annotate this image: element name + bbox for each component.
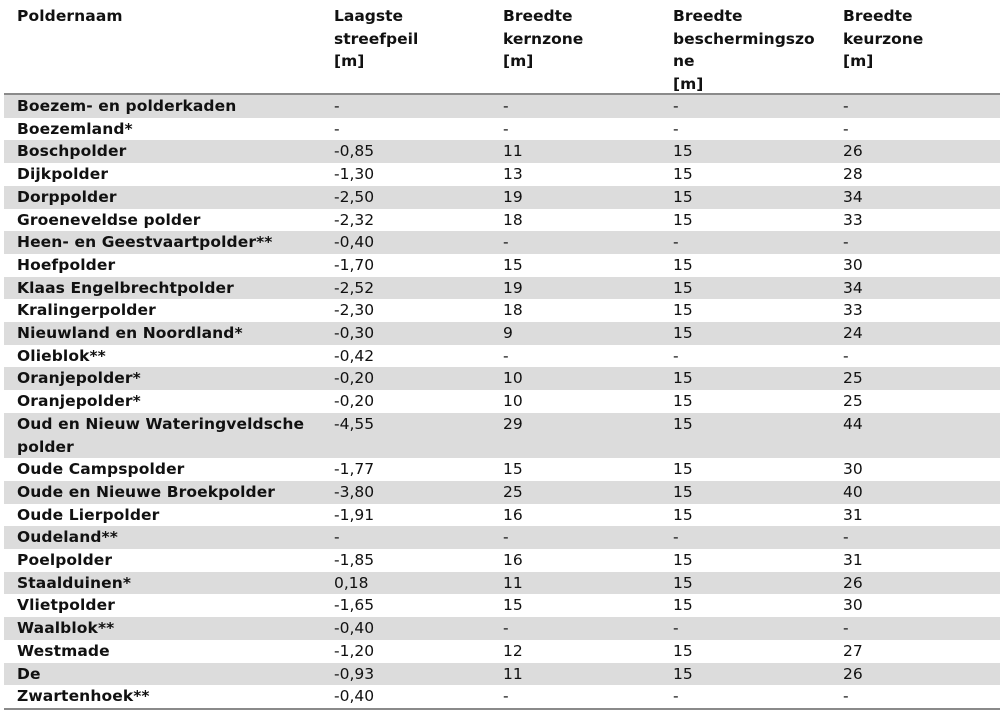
- cell-breedte-beschermingszone: -: [673, 687, 679, 706]
- table-row: [4, 390, 1000, 413]
- table-row: [4, 299, 1000, 322]
- cell-poldernaam: Klaas Engelbrechtpolder: [17, 278, 234, 297]
- cell-breedte-beschermingszone: 15: [673, 573, 693, 592]
- table-row: [4, 458, 1000, 481]
- cell-poldernaam: Oude Campspolder: [17, 460, 185, 479]
- table-row: [4, 640, 1000, 663]
- cell-poldernaam: Dorppolder: [17, 187, 117, 206]
- cell-breedte-keurzone: -: [843, 346, 849, 365]
- cell-laagste-streefpeil: -2,50: [334, 187, 375, 206]
- table-row: [4, 140, 1000, 163]
- cell-poldernaam: Poelpolder: [17, 551, 113, 570]
- cell-breedte-beschermingszone: -: [673, 97, 679, 115]
- table-row: [4, 118, 1000, 141]
- cell-breedte-keurzone: 30: [843, 596, 863, 615]
- cell-laagste-streefpeil: -0,20: [334, 392, 375, 411]
- cell-breedte-keurzone: -: [843, 528, 849, 547]
- cell-laagste-streefpeil: -: [334, 119, 340, 138]
- table-row: [4, 481, 1000, 504]
- cell-breedte-beschermingszone: 15: [673, 392, 693, 411]
- cell-breedte-beschermingszone: 15: [673, 460, 693, 479]
- table-row: [4, 572, 1000, 595]
- cell-breedte-kernzone: -: [503, 528, 509, 547]
- table-body: [4, 95, 1000, 708]
- table-row: [4, 594, 1000, 617]
- cell-laagste-streefpeil: -1,20: [334, 641, 375, 660]
- cell-poldernaam: Hoefpolder: [17, 255, 116, 274]
- cell-breedte-beschermingszone: 15: [673, 414, 693, 433]
- cell-breedte-kernzone: -: [503, 233, 509, 252]
- cell-breedte-keurzone: 33: [843, 301, 863, 320]
- table-row: [4, 231, 1000, 254]
- table-bottom-rule: [4, 708, 1000, 710]
- table-row: [4, 685, 1000, 708]
- cell-laagste-streefpeil: -0,30: [334, 324, 375, 343]
- header-laagste-streefpeil: Laagste streefpeil [m]: [334, 7, 419, 71]
- cell-breedte-keurzone: 44: [843, 414, 863, 433]
- cell-breedte-kernzone: 16: [503, 551, 523, 570]
- table-row: [4, 322, 1000, 345]
- cell-breedte-beschermingszone: 15: [673, 369, 693, 388]
- cell-laagste-streefpeil: -0,40: [334, 233, 375, 252]
- table-row: [4, 526, 1000, 549]
- header-breedte-keurzone: Breedte keurzone [m]: [843, 7, 924, 71]
- cell-breedte-beschermingszone: -: [673, 528, 679, 547]
- cell-breedte-beschermingszone: 15: [673, 324, 693, 343]
- table-row: [4, 549, 1000, 572]
- cell-poldernaam: Waalblok**: [17, 619, 115, 638]
- cell-breedte-kernzone: 25: [503, 482, 523, 501]
- cell-breedte-keurzone: 30: [843, 460, 863, 479]
- cell-breedte-keurzone: -: [843, 97, 849, 115]
- cell-breedte-beschermingszone: 15: [673, 187, 693, 206]
- table-row: [4, 163, 1000, 186]
- cell-poldernaam: Oranjepolder*: [17, 369, 141, 388]
- cell-breedte-keurzone: 26: [843, 142, 863, 161]
- cell-breedte-kernzone: 11: [503, 573, 523, 592]
- cell-breedte-kernzone: -: [503, 619, 509, 638]
- cell-breedte-keurzone: 34: [843, 278, 863, 297]
- cell-poldernaam: Westmade: [17, 641, 110, 660]
- cell-breedte-kernzone: 18: [503, 301, 523, 320]
- cell-poldernaam: Oude en Nieuwe Broekpolder: [17, 482, 276, 501]
- cell-breedte-kernzone: 12: [503, 641, 523, 660]
- cell-breedte-beschermingszone: 15: [673, 301, 693, 320]
- cell-breedte-beschermingszone: 15: [673, 505, 693, 524]
- header-breedte-kernzone: Breedte kernzone [m]: [503, 7, 584, 71]
- cell-breedte-keurzone: 28: [843, 165, 863, 184]
- cell-laagste-streefpeil: -0,85: [334, 142, 375, 161]
- table-row: [4, 617, 1000, 640]
- cell-laagste-streefpeil: -1,77: [334, 460, 375, 479]
- cell-poldernaam: Nieuwland en Noordland*: [17, 324, 243, 343]
- cell-poldernaam: Oud en Nieuw Wateringveldsche polder: [17, 414, 305, 456]
- cell-breedte-beschermingszone: 15: [673, 641, 693, 660]
- cell-breedte-kernzone: 11: [503, 664, 523, 683]
- cell-poldernaam: Heen- en Geestvaartpolder**: [17, 233, 273, 252]
- cell-breedte-kernzone: 13: [503, 165, 523, 184]
- cell-laagste-streefpeil: -2,30: [334, 301, 375, 320]
- cell-breedte-beschermingszone: -: [673, 233, 679, 252]
- cell-breedte-keurzone: 26: [843, 664, 863, 683]
- cell-breedte-beschermingszone: 15: [673, 210, 693, 229]
- cell-breedte-keurzone: -: [843, 233, 849, 252]
- table-row: [4, 413, 1000, 458]
- cell-breedte-kernzone: 15: [503, 255, 523, 274]
- cell-breedte-beschermingszone: 15: [673, 278, 693, 297]
- cell-breedte-keurzone: 30: [843, 255, 863, 274]
- cell-poldernaam: Dijkpolder: [17, 165, 109, 184]
- cell-poldernaam: Vlietpolder: [17, 596, 115, 615]
- cell-breedte-kernzone: 19: [503, 187, 523, 206]
- cell-laagste-streefpeil: -0,40: [334, 619, 375, 638]
- cell-laagste-streefpeil: -: [334, 528, 340, 547]
- polder-table: [4, 0, 1000, 710]
- cell-laagste-streefpeil: -2,32: [334, 210, 375, 229]
- table-row: [4, 367, 1000, 390]
- cell-laagste-streefpeil: -1,70: [334, 255, 375, 274]
- cell-poldernaam: Boezemland*: [17, 119, 133, 138]
- cell-breedte-beschermingszone: -: [673, 619, 679, 638]
- cell-laagste-streefpeil: -0,20: [334, 369, 375, 388]
- table-row: [4, 277, 1000, 300]
- cell-breedte-keurzone: 33: [843, 210, 863, 229]
- table-row: [4, 663, 1000, 686]
- cell-poldernaam: Olieblok**: [17, 346, 106, 365]
- cell-laagste-streefpeil: -2,52: [334, 278, 375, 297]
- cell-poldernaam: Oranjepolder*: [17, 392, 141, 411]
- cell-poldernaam: Groeneveldse polder: [17, 210, 201, 229]
- cell-breedte-kernzone: 15: [503, 460, 523, 479]
- cell-poldernaam: Kralingerpolder: [17, 301, 156, 320]
- cell-laagste-streefpeil: -3,80: [334, 482, 375, 501]
- cell-breedte-beschermingszone: 15: [673, 165, 693, 184]
- cell-breedte-beschermingszone: -: [673, 346, 679, 365]
- cell-breedte-keurzone: 34: [843, 187, 863, 206]
- cell-breedte-kernzone: -: [503, 687, 509, 706]
- cell-laagste-streefpeil: -4,55: [334, 414, 375, 433]
- cell-breedte-keurzone: 24: [843, 324, 863, 343]
- cell-laagste-streefpeil: 0,18: [334, 573, 369, 592]
- header-breedte-beschermingszone: Breedte beschermingszo ne [m]: [673, 7, 815, 94]
- table-row: [4, 254, 1000, 277]
- cell-breedte-beschermingszone: 15: [673, 255, 693, 274]
- cell-breedte-kernzone: 10: [503, 392, 523, 411]
- cell-poldernaam: De: [17, 664, 41, 683]
- cell-breedte-keurzone: 25: [843, 369, 863, 388]
- cell-breedte-kernzone: 18: [503, 210, 523, 229]
- cell-breedte-beschermingszone: 15: [673, 664, 693, 683]
- cell-poldernaam: Oudeland**: [17, 528, 118, 547]
- cell-breedte-beschermingszone: 15: [673, 596, 693, 615]
- cell-breedte-keurzone: 27: [843, 641, 863, 660]
- cell-breedte-kernzone: 15: [503, 596, 523, 615]
- cell-poldernaam: Staalduinen*: [17, 573, 132, 592]
- cell-breedte-kernzone: 11: [503, 142, 523, 161]
- cell-breedte-kernzone: -: [503, 97, 509, 115]
- cell-breedte-kernzone: 29: [503, 414, 523, 433]
- cell-breedte-beschermingszone: 15: [673, 142, 693, 161]
- cell-laagste-streefpeil: -1,65: [334, 596, 375, 615]
- cell-laagste-streefpeil: -0,40: [334, 687, 375, 706]
- cell-poldernaam: Zwartenhoek**: [17, 687, 150, 706]
- header-poldernaam: Poldernaam: [17, 7, 123, 25]
- cell-laagste-streefpeil: -1,30: [334, 165, 375, 184]
- cell-breedte-kernzone: 19: [503, 278, 523, 297]
- cell-breedte-beschermingszone: 15: [673, 482, 693, 501]
- table-header: [4, 0, 1000, 95]
- table-row: [4, 209, 1000, 232]
- cell-breedte-keurzone: 31: [843, 505, 863, 524]
- cell-laagste-streefpeil: -0,42: [334, 346, 375, 365]
- cell-breedte-beschermingszone: 15: [673, 551, 693, 570]
- cell-breedte-keurzone: 31: [843, 551, 863, 570]
- cell-breedte-keurzone: 26: [843, 573, 863, 592]
- cell-breedte-keurzone: -: [843, 687, 849, 706]
- cell-breedte-kernzone: 9: [503, 324, 513, 343]
- cell-poldernaam: Boezem- en polderkaden: [17, 97, 237, 115]
- cell-poldernaam: Boschpolder: [17, 142, 127, 161]
- cell-breedte-keurzone: 25: [843, 392, 863, 411]
- table-row: [4, 186, 1000, 209]
- cell-laagste-streefpeil: -0,93: [334, 664, 375, 683]
- cell-laagste-streefpeil: -1,91: [334, 505, 375, 524]
- cell-breedte-kernzone: 10: [503, 369, 523, 388]
- cell-breedte-keurzone: -: [843, 619, 849, 638]
- table-row: [4, 95, 1000, 118]
- cell-laagste-streefpeil: -: [334, 97, 340, 115]
- cell-laagste-streefpeil: -1,85: [334, 551, 375, 570]
- cell-breedte-kernzone: 16: [503, 505, 523, 524]
- table-row: [4, 504, 1000, 527]
- cell-breedte-kernzone: -: [503, 119, 509, 138]
- cell-breedte-keurzone: 40: [843, 482, 863, 501]
- table-row: [4, 345, 1000, 368]
- cell-breedte-beschermingszone: -: [673, 119, 679, 138]
- cell-breedte-kernzone: -: [503, 346, 509, 365]
- cell-poldernaam: Oude Lierpolder: [17, 505, 160, 524]
- cell-breedte-keurzone: -: [843, 119, 849, 138]
